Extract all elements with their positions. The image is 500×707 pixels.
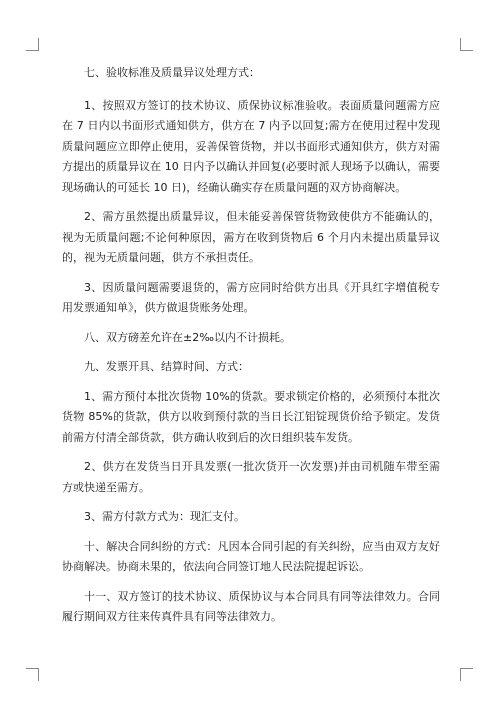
section-9-clause-1: 1、需方预付本批次货物 10%的货款。要求锁定价格的，必须预付本批次货物 85%的货款，供方以收到预付款的当日长江铝锭现货价给予锁定。发货前需方付清全部货款，供方确认收到后的次日组织装车发货。 — [62, 389, 440, 444]
crop-mark-bottom-right — [460, 668, 473, 681]
section-9-clause-3: 3、需方付款方式为：现汇支付。 — [84, 510, 245, 523]
section-7-title: 七、验收标准及质量异议处理方式： — [84, 66, 260, 79]
section-7-clause-2: 2、需方虽然提出质量异议，但未能妥善保管货物致使供方不能确认的，视为无质量问题;不论何种原因，需方在收到货物后 6 个月内未提出质量异议的，视为无质量问题，供方不承担责任。 — [62, 210, 440, 264]
section-8: 八、双方磅差允许在±2‰以内不计损耗。 — [84, 330, 291, 344]
section-7-clause-3: 3、因质量问题需要退货的，需方应同时给供方出具《开具红字增值税专用发票通知单》，供方做退货账务处理。 — [62, 280, 440, 314]
section-9-clause-2: 2、供方在发货当日开具发票(一批次货开一次发票)并由司机随车带至需方或快递至需方。 — [62, 460, 440, 494]
section-10: 十、解决合同纠纷的方式：凡因本合同引起的有关纠纷，应当由双方友好协商解决。协商未果的，依法向合同签订地人民法院提起诉讼。 — [62, 539, 440, 573]
document-body — [62, 63, 440, 637]
section-11: 十一、双方签订的技术协议、质保协议与本合同具有同等法律效力。合同履行期间双方往来传真件具有同等法律效力。 — [62, 589, 440, 623]
crop-mark-top-left — [26, 38, 39, 51]
section-9-title: 九、发票开具、结算时间、方式： — [84, 360, 249, 373]
crop-mark-top-right — [460, 38, 473, 51]
crop-mark-bottom-left — [26, 668, 39, 681]
section-7-clause-1: 1、按照双方签订的技术协议、质保协议标准验收。表面质量问题需方应在 7 日内以书面形式通知供方，供方在 7 内予以回复;需方在使用过程中发现质量问题应立即停止使用，妥善保管货物，并以书面形式通知供方，供方对需方提出的质量异议在 10 日内予以确认并回复(必要时派人现场予以确认，需要现场确认的可延长 10 日)，经确认确实存在质量问题的双方协商解决。 — [62, 98, 440, 194]
